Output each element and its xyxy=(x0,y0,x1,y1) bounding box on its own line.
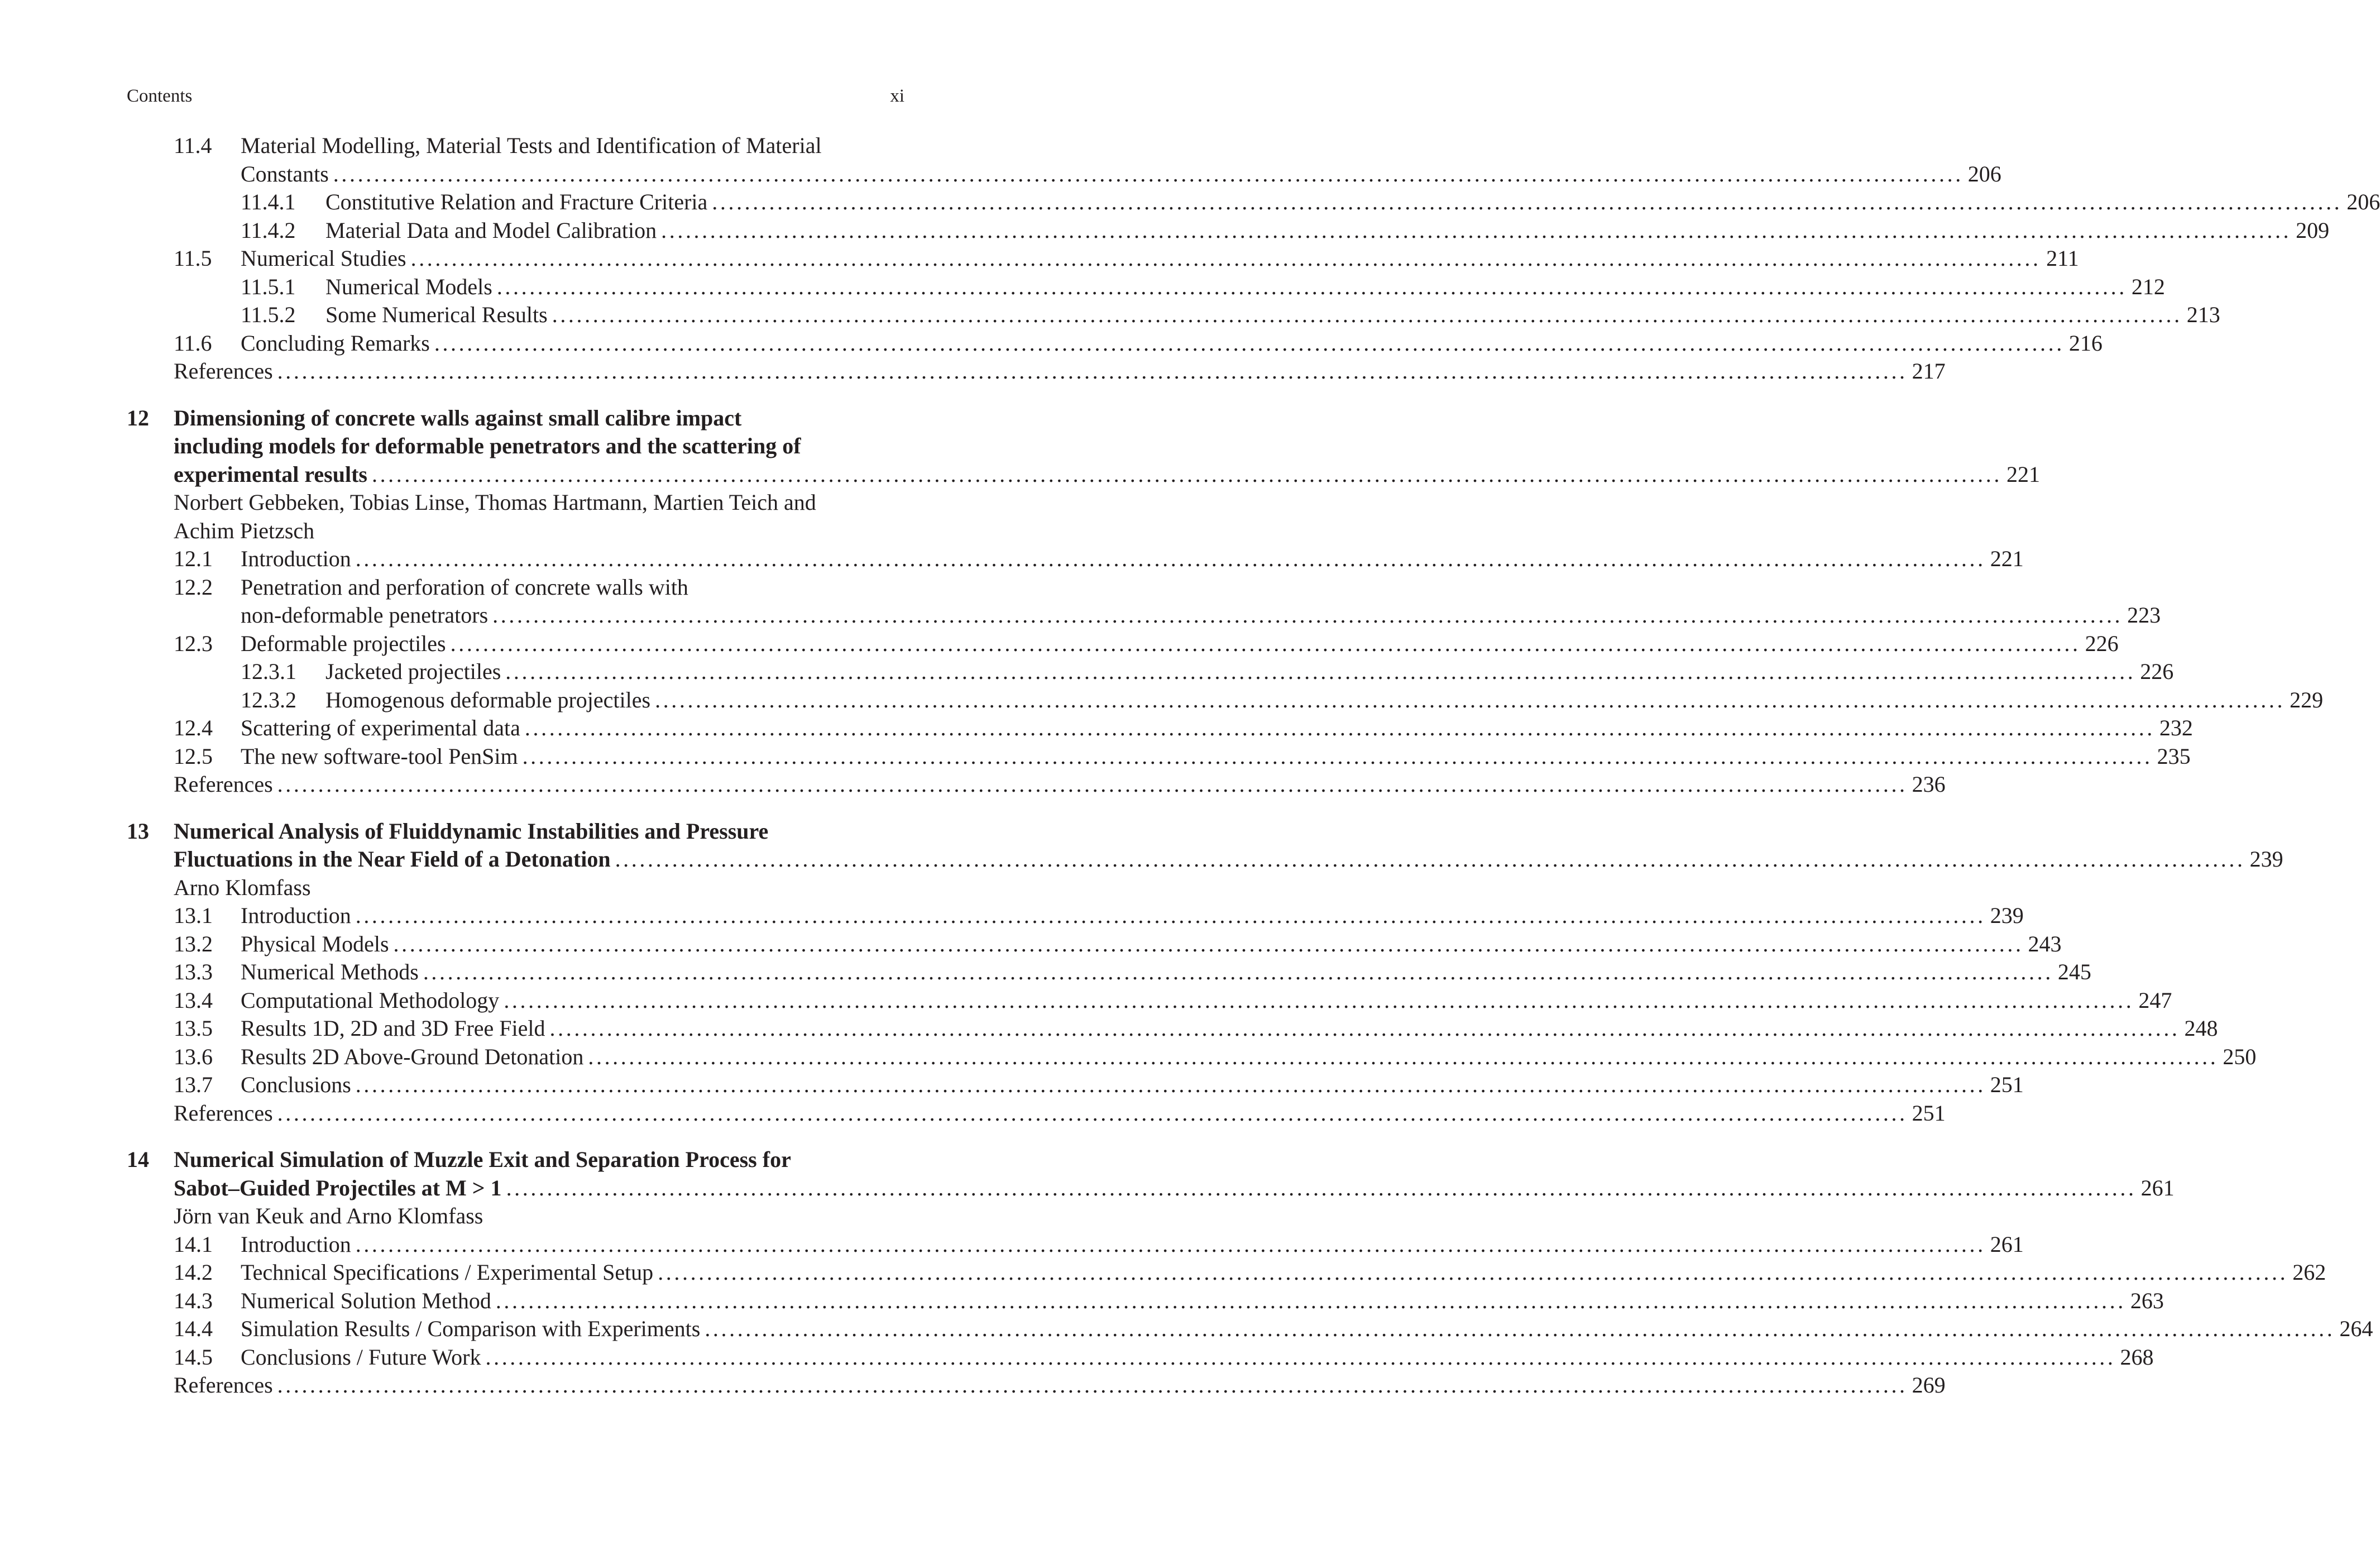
toc-entry-ref[interactable] xyxy=(127,1371,1946,1400)
toc-entry-title: Simulation Results / Comparison with Experiments xyxy=(241,1315,705,1343)
toc-entry-section[interactable] xyxy=(127,958,2091,987)
toc-entry-page: 269 xyxy=(1908,1371,1946,1400)
toc-entry-number: 14.5 xyxy=(174,1344,213,1370)
toc-entry-title: Material Data and Model Calibration xyxy=(325,217,661,245)
page-number: xi xyxy=(890,86,904,106)
toc-entry-page: 268 xyxy=(2116,1343,2154,1372)
toc-entry-title: Homogenous deformable projectiles xyxy=(325,686,655,715)
toc-entry-page: 235 xyxy=(2153,743,2191,771)
toc-entry-page: 243 xyxy=(2024,930,2062,959)
toc-entry-section[interactable] xyxy=(127,245,2079,273)
toc-entry-title: Numerical Solution Method xyxy=(241,1287,496,1315)
toc-entry-subsection[interactable] xyxy=(127,686,2324,715)
toc-entry-page: 261 xyxy=(2137,1174,2175,1203)
toc-entry-number: 13.6 xyxy=(174,1044,213,1069)
dot-leader: ........................................................................................................................................................................................................ xyxy=(658,1260,2288,1285)
toc-entry-page: 239 xyxy=(2245,845,2283,874)
toc-entry-page: 217 xyxy=(1908,357,1946,386)
dot-leader: ........................................................................................................................................................................................................ xyxy=(524,715,2155,740)
toc-entry-cont[interactable] xyxy=(127,601,2161,630)
toc-entry-subsection[interactable] xyxy=(127,188,2380,217)
dot-leader: ........................................................................................................................................................................................................ xyxy=(333,161,1964,186)
dot-leader: ........................................................................................................................................................................................................ xyxy=(549,1016,2180,1041)
toc-entry-title: including models for deformable penetrators and the scattering of xyxy=(174,432,806,461)
toc-entry-section[interactable] xyxy=(127,1287,2164,1315)
toc-entry-section[interactable] xyxy=(127,545,2024,573)
toc-entry-number: 12.4 xyxy=(174,715,213,740)
dot-leader: ........................................................................................................................................................................................................ xyxy=(277,1372,1908,1398)
toc-entry-title: Achim Pietzsch xyxy=(174,517,319,546)
toc-entry-ref[interactable] xyxy=(127,1099,1946,1128)
toc-entry-number: 13.1 xyxy=(174,903,213,928)
dot-leader: ........................................................................................................................................................................................................ xyxy=(505,659,2136,684)
toc-entry-title: Numerical Models xyxy=(325,273,497,302)
dot-leader: ........................................................................................................................................................................................................ xyxy=(552,302,2182,327)
toc-entry-page: 221 xyxy=(1986,545,2024,573)
toc-entry-title: Conclusions / Future Work xyxy=(241,1343,486,1372)
dot-leader: ........................................................................................................................................................................................................ xyxy=(434,330,2065,356)
dot-leader: ........................................................................................................................................................................................................ xyxy=(355,546,1986,571)
toc-entry-title: Arno Klomfass xyxy=(174,874,315,902)
toc-entry-number: 12.3 xyxy=(174,630,213,656)
toc-entry-title: Norbert Gebbeken, Tobias Linse, Thomas Hartmann, Martien Teich and xyxy=(174,489,821,517)
toc-entry-page: 216 xyxy=(2065,329,2103,358)
toc-entry-title: Introduction xyxy=(241,902,356,930)
chapter-spacer xyxy=(127,386,904,404)
toc-entry-page: 236 xyxy=(1908,771,1946,799)
toc-entry-title: Technical Specifications / Experimental Setup xyxy=(241,1259,658,1287)
toc-entry-section[interactable] xyxy=(127,714,2193,743)
toc-entry-section[interactable] xyxy=(127,902,2024,930)
toc-entry-title: Dimensioning of concrete walls against small calibre impact xyxy=(174,404,746,433)
toc-entry-number: 12.3.2 xyxy=(241,687,296,712)
dot-leader: ........................................................................................................................................................................................................ xyxy=(355,1072,1986,1097)
toc-entry-cont[interactable] xyxy=(127,160,2001,189)
dot-leader: ........................................................................................................................................................................................................ xyxy=(705,1316,2335,1341)
toc-entry-chapter-cont[interactable] xyxy=(127,1174,2175,1203)
dot-leader: ........................................................................................................................................................................................................ xyxy=(492,602,2123,628)
toc-entry-page: 250 xyxy=(2218,1043,2256,1071)
toc-entry-chapter-cont[interactable] xyxy=(127,432,904,461)
toc-entry-number: 11.5 xyxy=(174,246,212,271)
toc-entry-number: 12.2 xyxy=(174,574,213,600)
toc-entry-title: References xyxy=(174,1371,277,1400)
dot-leader: ........................................................................................................................................................................................................ xyxy=(615,846,2245,872)
dot-leader: ........................................................................................................................................................................................................ xyxy=(522,743,2153,769)
chapter-spacer xyxy=(127,1127,904,1146)
dot-leader: ........................................................................................................................................................................................................ xyxy=(355,1231,1986,1257)
toc-entry-title: Conclusions xyxy=(241,1071,356,1099)
toc-entry-section[interactable] xyxy=(127,630,2119,658)
toc-entry-section[interactable] xyxy=(127,329,2103,358)
toc-entry-title: Introduction xyxy=(241,545,356,573)
toc-entry-page: 245 xyxy=(2053,958,2091,987)
dot-leader: ........................................................................................................................................................................................................ xyxy=(485,1344,2116,1370)
toc-entry-section[interactable] xyxy=(127,743,2191,771)
toc-entry-title: Physical Models xyxy=(241,930,394,959)
toc-entry-section[interactable] xyxy=(127,987,2172,1015)
toc-entry-page: 213 xyxy=(2182,301,2220,329)
toc-entry-number: 13 xyxy=(127,818,149,844)
toc-entry-page: 261 xyxy=(1986,1231,2024,1259)
toc-entry-title: References xyxy=(174,771,277,799)
toc-entry-title: Numerical Studies xyxy=(241,245,411,273)
toc-entry-page: 212 xyxy=(2127,273,2165,302)
toc-entry-page: 248 xyxy=(2180,1015,2218,1043)
toc-entry-page: 247 xyxy=(2134,987,2172,1015)
toc-entry-title: Jacketed projectiles xyxy=(325,658,505,686)
toc-entry-ref[interactable] xyxy=(127,771,1946,799)
toc-entry-title: Constants xyxy=(241,160,333,189)
toc-entry-number: 11.5.2 xyxy=(241,302,296,327)
dot-leader: ........................................................................................................................................................................................................ xyxy=(661,217,2292,243)
toc-entry-chapter[interactable] xyxy=(127,404,904,433)
toc-entry-title: Constitutive Relation and Fracture Criteria xyxy=(325,188,712,217)
toc-entry-section[interactable] xyxy=(127,1343,2154,1372)
toc-entry-section[interactable] xyxy=(127,930,2062,959)
toc-entry-title: Penetration and perforation of concrete walls with xyxy=(241,573,693,602)
toc-entry-page: 239 xyxy=(1986,902,2024,930)
toc-entry-title: Numerical Analysis of Fluiddynamic Instabilities and Pressure xyxy=(174,817,773,846)
toc-entry-title: Jörn van Keuk and Arno Klomfass xyxy=(174,1202,487,1231)
toc-entry-author xyxy=(127,517,904,546)
toc-entry-ref[interactable] xyxy=(127,357,1946,386)
dot-leader: ........................................................................................................................................................................................................ xyxy=(712,189,2343,214)
toc-entry-title: Some Numerical Results xyxy=(325,301,552,329)
dot-leader: ........................................................................................................................................................................................................ xyxy=(504,987,2134,1013)
dot-leader: ........................................................................................................................................................................................................ xyxy=(371,461,2002,487)
toc-entry-page: 264 xyxy=(2335,1315,2373,1343)
dot-leader: ........................................................................................................................................................................................................ xyxy=(655,687,2286,712)
toc-entry-title: Results 2D Above-Ground Detonation xyxy=(241,1043,588,1071)
toc-entry-title: Results 1D, 2D and 3D Free Field xyxy=(241,1015,550,1043)
toc-entry-number: 11.4 xyxy=(174,133,212,158)
toc-entry-subsection[interactable] xyxy=(127,273,2165,302)
toc-entry-chapter[interactable] xyxy=(127,817,904,846)
toc-entry-page: 226 xyxy=(2135,658,2173,686)
toc-entry-page: 206 xyxy=(2342,188,2380,217)
toc-entry-number: 11.4.2 xyxy=(241,217,296,243)
toc-entry-page: 221 xyxy=(2002,461,2040,489)
toc-entry-subsection[interactable] xyxy=(127,658,2174,686)
running-head-title: Contents xyxy=(127,86,193,106)
toc-entry-number: 14 xyxy=(127,1147,149,1172)
dot-leader: ........................................................................................................................................................................................................ xyxy=(495,1288,2126,1313)
toc-entry-author xyxy=(127,1202,904,1231)
toc-entry-number: 13.3 xyxy=(174,959,213,984)
dot-leader: ........................................................................................................................................................................................................ xyxy=(277,772,1908,797)
toc-entry-section[interactable] xyxy=(127,573,904,602)
toc-entry-number: 13.7 xyxy=(174,1072,213,1097)
toc-entry-author xyxy=(127,874,904,902)
dot-leader: ........................................................................................................................................................................................................ xyxy=(588,1044,2219,1069)
toc-entry-page: 226 xyxy=(2081,630,2119,658)
dot-leader: ........................................................................................................................................................................................................ xyxy=(450,630,2081,656)
toc-entry-title: Material Modelling, Material Tests and Identification of Material xyxy=(241,132,826,160)
toc-entry-page: 263 xyxy=(2126,1287,2164,1315)
toc-entry-number: 11.4.1 xyxy=(241,189,296,214)
toc-entry-section[interactable] xyxy=(127,1231,2024,1259)
toc-entry-title: The new software-tool PenSim xyxy=(241,743,523,771)
toc-entry-page: 251 xyxy=(1986,1071,2024,1099)
toc-entry-title: Deformable projectiles xyxy=(241,630,451,658)
toc-entry-title: non-deformable penetrators xyxy=(241,601,492,630)
toc-entry-title: Computational Methodology xyxy=(241,987,504,1015)
toc-entry-section[interactable] xyxy=(127,132,904,160)
dot-leader: ........................................................................................................................................................................................................ xyxy=(277,358,1908,384)
dot-leader: ........................................................................................................................................................................................................ xyxy=(355,903,1986,928)
toc-entry-number: 13.4 xyxy=(174,987,213,1013)
chapter-spacer xyxy=(127,799,904,817)
running-head xyxy=(127,84,904,108)
dot-leader: ........................................................................................................................................................................................................ xyxy=(496,274,2127,299)
toc-entry-chapter[interactable] xyxy=(127,1146,904,1174)
toc-entry-title: Fluctuations in the Near Field of a Detonation xyxy=(174,845,615,874)
toc-entry-section[interactable] xyxy=(127,1043,2257,1071)
dot-leader: ........................................................................................................................................................................................................ xyxy=(423,959,2053,984)
toc-entry-number: 14.4 xyxy=(174,1316,213,1341)
toc-entry-number: 14.1 xyxy=(174,1231,213,1257)
toc-entry-subsection[interactable] xyxy=(127,217,2330,245)
toc-entry-section[interactable] xyxy=(127,1315,2373,1343)
toc-entry-title: Numerical Methods xyxy=(241,958,423,987)
dot-leader: ........................................................................................................................................................................................................ xyxy=(277,1100,1908,1126)
toc-entry-page: 229 xyxy=(2285,686,2323,715)
dot-leader: ........................................................................................................................................................................................................ xyxy=(393,931,2024,956)
toc-entry-page: 223 xyxy=(2123,601,2161,630)
toc-entry-page: 232 xyxy=(2155,714,2193,743)
toc-entry-chapter-cont[interactable] xyxy=(127,845,2283,874)
toc-entry-author xyxy=(127,489,904,517)
toc-entry-title: Scattering of experimental data xyxy=(241,714,525,743)
toc-entry-number: 14.3 xyxy=(174,1288,213,1313)
toc-entry-number: 13.5 xyxy=(174,1016,213,1041)
toc-entry-number: 11.6 xyxy=(174,330,212,356)
toc-entry-chapter-cont[interactable] xyxy=(127,461,2040,489)
table-of-contents xyxy=(127,132,2380,1400)
dot-leader: ........................................................................................................................................................................................................ xyxy=(410,246,2041,271)
toc-entry-section[interactable] xyxy=(127,1259,2326,1287)
toc-entry-title: Introduction xyxy=(241,1231,356,1259)
toc-entry-page: 209 xyxy=(2291,217,2329,245)
dot-leader: ........................................................................................................................................................................................................ xyxy=(506,1175,2137,1200)
toc-entry-page: 251 xyxy=(1908,1099,1946,1128)
toc-entry-subsection[interactable] xyxy=(127,301,2220,329)
toc-entry-number: 12.1 xyxy=(174,546,213,571)
toc-entry-number: 13.2 xyxy=(174,931,213,956)
toc-entry-section[interactable] xyxy=(127,1071,2024,1099)
toc-entry-page: 262 xyxy=(2288,1259,2326,1287)
toc-entry-page: 206 xyxy=(1964,160,2001,189)
toc-entry-page: 211 xyxy=(2041,245,2079,273)
toc-entry-title: experimental results xyxy=(174,461,372,489)
toc-entry-title: Numerical Simulation of Muzzle Exit and Separation Process for xyxy=(174,1146,796,1174)
toc-entry-title: References xyxy=(174,357,277,386)
toc-entry-number: 12 xyxy=(127,405,149,430)
toc-entry-title: Concluding Remarks xyxy=(241,329,434,358)
toc-entry-number: 11.5.1 xyxy=(241,274,296,299)
toc-entry-section[interactable] xyxy=(127,1015,2218,1043)
toc-entry-number: 14.2 xyxy=(174,1260,213,1285)
toc-entry-title: Sabot–Guided Projectiles at M > 1 xyxy=(174,1174,506,1203)
toc-entry-number: 12.3.1 xyxy=(241,659,296,684)
toc-entry-title: References xyxy=(174,1099,277,1128)
toc-entry-number: 12.5 xyxy=(174,743,213,769)
